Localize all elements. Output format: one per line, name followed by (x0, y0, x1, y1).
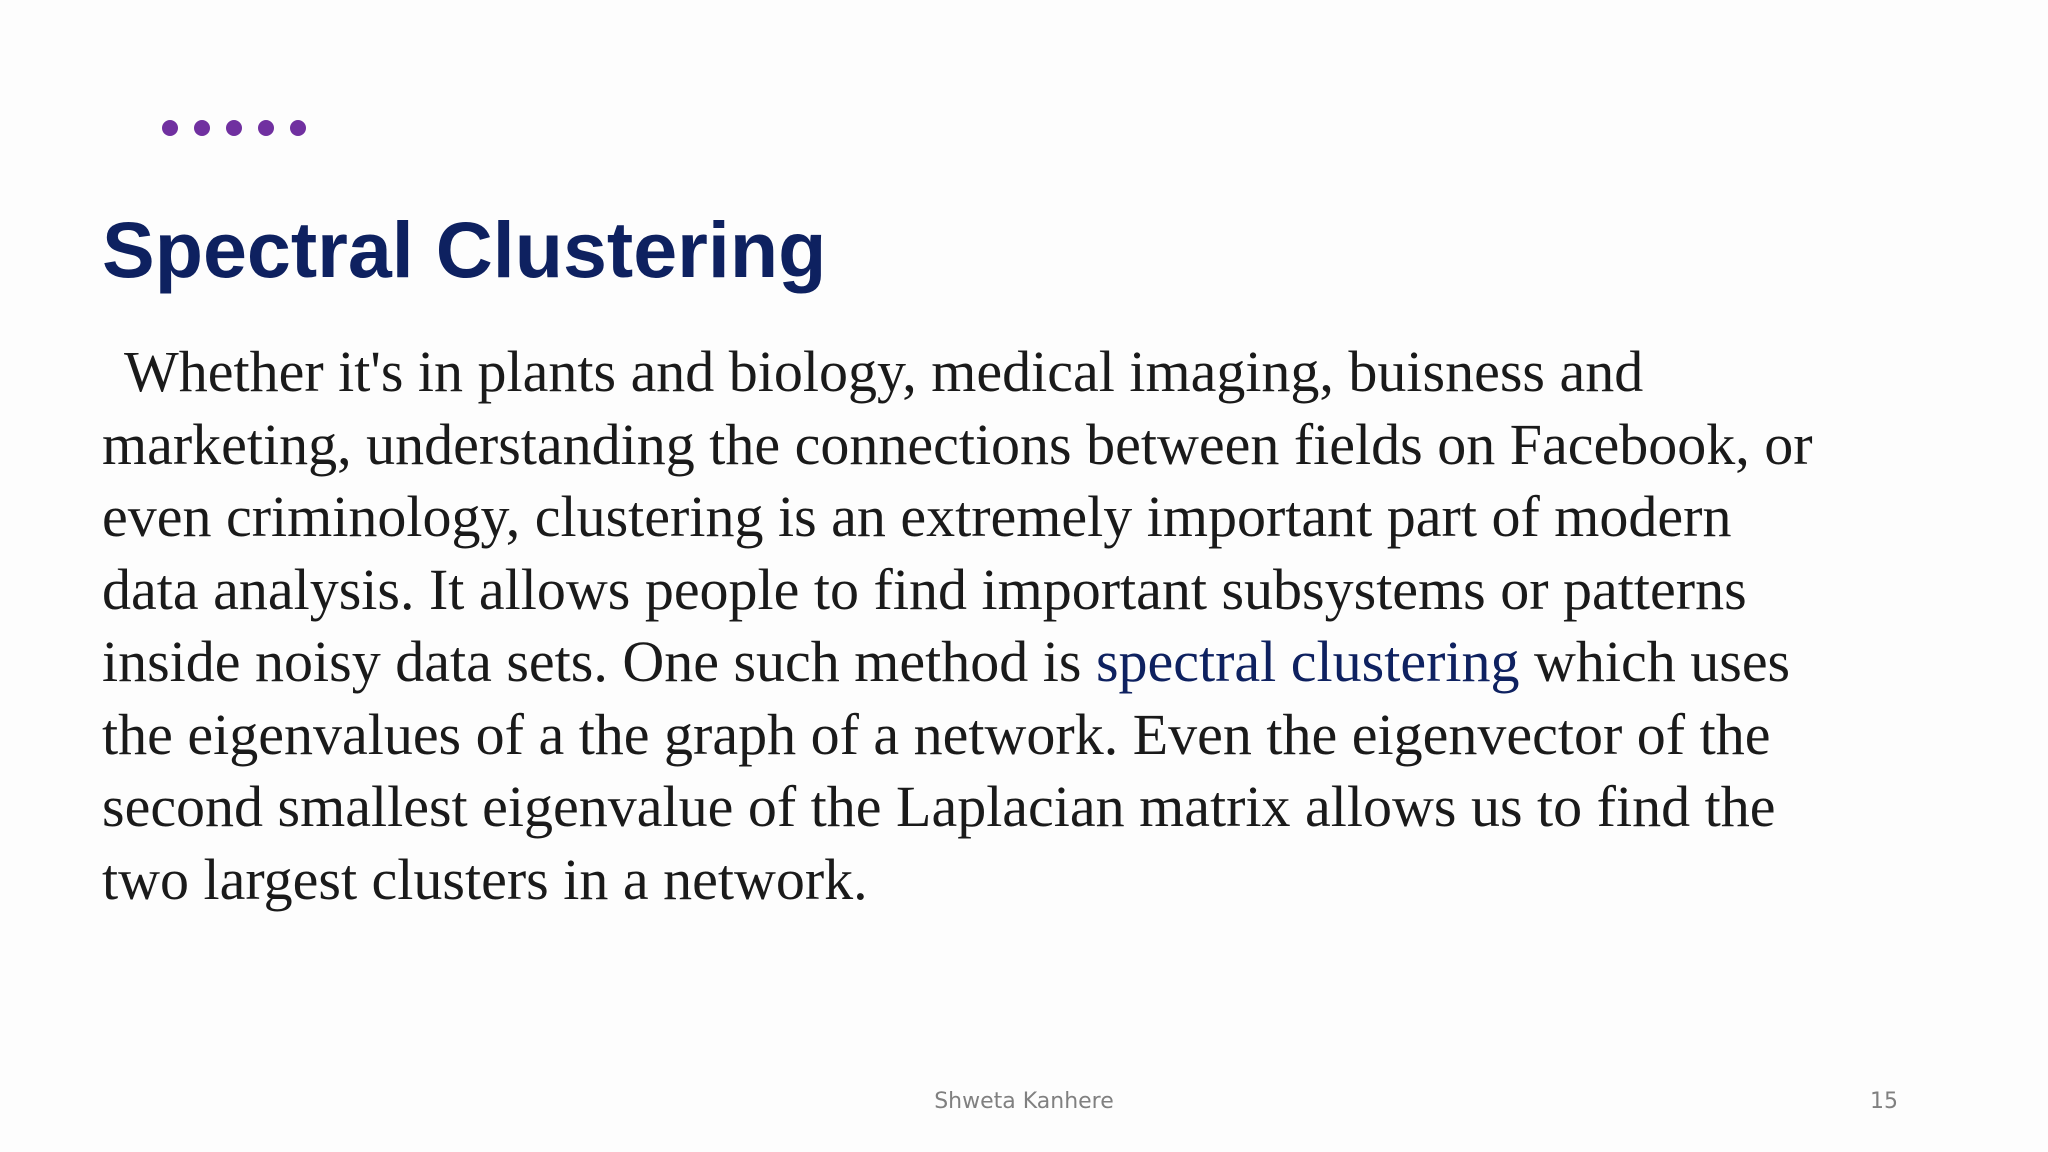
page-number: 15 (1870, 1089, 1898, 1114)
body-line: Whether it's in plants and biology, medical imaging, buisness and (124, 339, 1644, 404)
body-line: data analysis. It allows people to find important subsystems or patterns (102, 556, 1747, 622)
body-text: inside noisy data sets. One such method is (102, 629, 1096, 694)
body-line: two largest clusters in a network. (102, 846, 868, 912)
dot-icon (258, 120, 274, 136)
body-line: even criminology, clustering is an extremely important part of modern (102, 484, 1732, 549)
dot-icon (290, 120, 306, 136)
slide-title: Spectral Clustering (102, 205, 827, 294)
footer-author: Shweta Kanhere (934, 1089, 1114, 1114)
body-text: which uses (1519, 629, 1791, 694)
body-line (102, 626, 1813, 699)
body-line: the eigenvalues of a the graph of a network. Even the eigenvector of the (102, 701, 1771, 767)
dot-icon (162, 120, 178, 136)
dot-icon (226, 120, 242, 136)
spectral-clustering-link[interactable]: spectral clustering (1095, 629, 1520, 694)
body-line: second smallest eigenvalue of the Laplacian matrix allows us to find the (102, 774, 1776, 839)
decorative-dots (162, 120, 306, 136)
dot-icon (194, 120, 210, 136)
body-line: marketing, understanding the connections between fields on Facebook, or (102, 411, 1813, 477)
slide-body (102, 336, 1813, 916)
